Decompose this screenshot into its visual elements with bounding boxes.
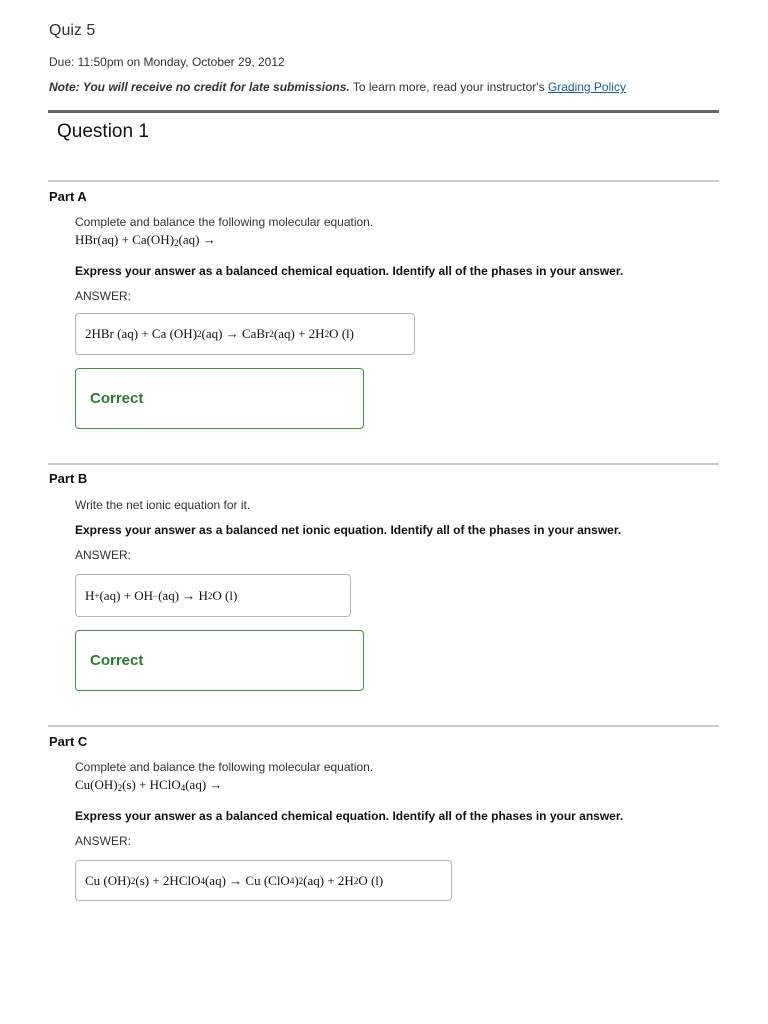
part-a-divider: [48, 180, 719, 182]
part-a-title: Part A: [49, 189, 87, 204]
part-b-answer-label: ANSWER:: [75, 548, 132, 562]
note-bold: Note: You will receive no credit for late submissions.: [49, 80, 350, 94]
note-text: To learn more, read your instructor's: [349, 80, 548, 94]
part-b-prompt: Write the net ionic equation for it.: [75, 498, 251, 512]
part-b-answer-field[interactable]: H + (aq) + OH − (aq) → H 2 O (l): [75, 574, 351, 617]
part-c-prompt: Complete and balance the following molecular equation.: [75, 760, 374, 774]
part-c-equation: $Cu(OH)_2(s)$ + HClO$_4$(aq) →: [75, 777, 223, 793]
part-a-instruction: Express your answer as a balanced chemical equation. Identify all of the phases in your answer.: [75, 264, 624, 278]
part-a-equation: $HBr(aq) + Ca(OH)_2(aq)$ →: [75, 232, 216, 248]
header-divider: [48, 110, 719, 113]
part-c-divider: [48, 725, 719, 727]
question-title: Question 1: [57, 121, 149, 142]
part-b-title: Part B: [49, 471, 88, 486]
part-a-prompt: Complete and balance the following molecular equation.: [75, 215, 374, 229]
part-c-title: Part C: [49, 734, 88, 749]
part-b-divider: [48, 463, 719, 465]
part-a-answer-label: ANSWER:: [75, 289, 132, 303]
grading-policy-link[interactable]: Grading Policy: [547, 80, 626, 94]
part-c-answer-label: ANSWER:: [75, 834, 132, 848]
part-c-instruction: Express your answer as a balanced chemical equation. Identify all of the phases in your answer.: [75, 809, 624, 823]
due-date: Due: 11:50pm on Monday, October 29, 2012: [49, 55, 285, 69]
part-a-correct-feedback: Correct: [75, 368, 364, 429]
late-submission-note: [49, 80, 626, 94]
part-b-instruction: Express your answer as a balanced net ionic equation. Identify all of the phases in your answer.: [75, 523, 622, 537]
part-c-answer-field[interactable]: Cu (OH) 2 (s) + 2HClO 4 (aq) → Cu (ClO 4 ) 2 (aq) + 2H 2 O (l): [75, 860, 452, 901]
quiz-title: Quiz 5: [49, 22, 96, 39]
part-a-answer-field[interactable]: 2HBr (aq) + Ca (OH) 2 (aq) → CaBr 2 (aq) + 2H 2 O (l): [75, 313, 415, 355]
part-b-correct-feedback: Correct: [75, 630, 364, 691]
